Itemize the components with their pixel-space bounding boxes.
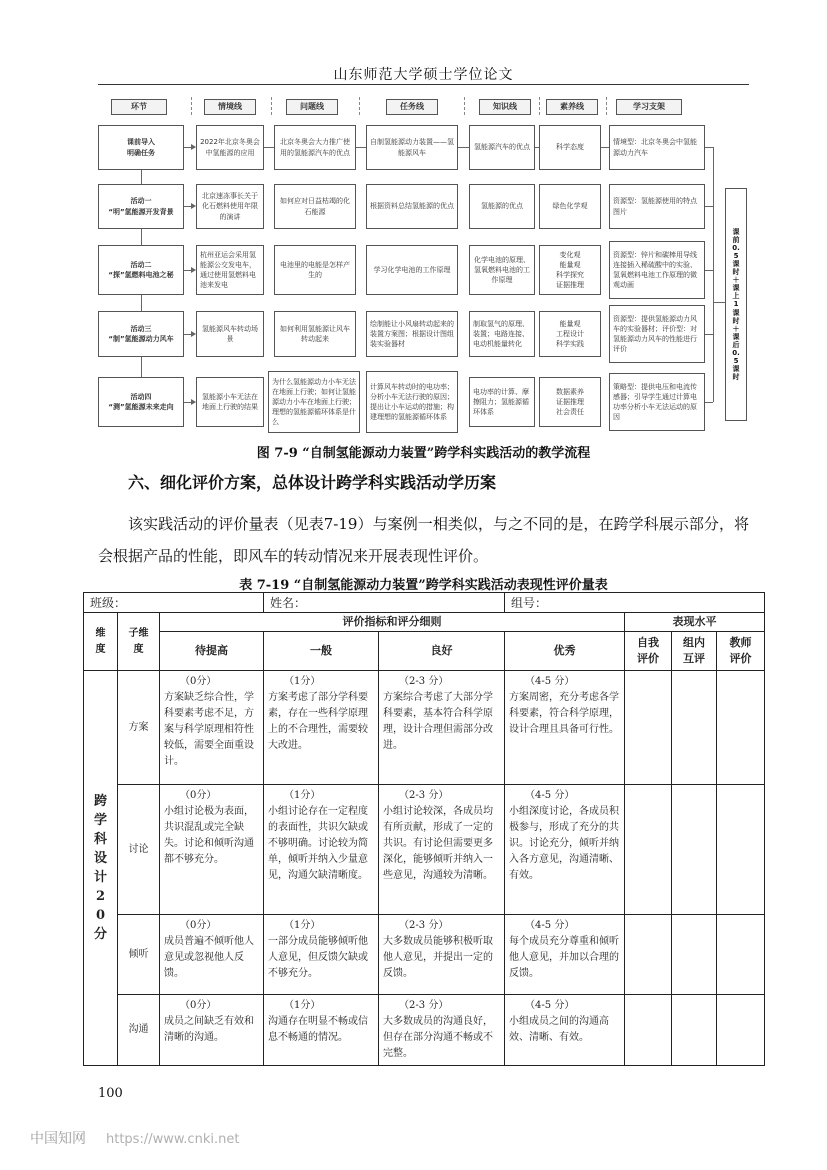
score-label: （1分） <box>284 790 321 801</box>
class-field: 班级： <box>84 593 264 613</box>
criteria-text: 一部分成员能够倾听他人意见，但反馈欠缺或不够充分。 <box>268 936 369 979</box>
score-label: （4-5 分） <box>525 790 575 801</box>
criteria-text: 小组讨论较深，各成员均有所贡献，形成了一定的共识。有讨论但需要更多深化，能够倾听并纳入一些意见，沟通较为清晰。 <box>383 806 494 881</box>
score-label: （0分） <box>180 1000 217 1011</box>
subdimension-cell: 讨论 <box>118 785 160 915</box>
criteria-text: 大多数成员的沟通良好，但存在部分沟通不畅或不完整。 <box>383 1016 494 1059</box>
criteria-cell <box>160 995 264 1066</box>
flow-time-box <box>725 188 747 421</box>
score-label: （0分） <box>180 676 217 687</box>
flow-divider <box>464 97 465 115</box>
score-label: （4-5 分） <box>525 920 575 931</box>
table-info-row <box>84 593 765 613</box>
level-excellent: 优秀 <box>505 632 625 671</box>
flow-stage-3: 活动三 “制”氢能源动力风车 <box>98 311 184 357</box>
criteria-text: 小组讨论极为表面，共识混乱或完全缺失。讨论和倾听沟通都不够充分。 <box>164 806 254 865</box>
self-score-cell[interactable] <box>625 995 672 1066</box>
subdimension-cell: 方案 <box>118 671 160 785</box>
level-header: 表现水平 <box>625 613 765 632</box>
flow-stage-0: 课前导入 明确任务 <box>98 125 184 170</box>
flow-knowledge-0: 氢能源汽车的优点 <box>469 125 535 170</box>
flow-stage-4: 活动四 “测”氢能源未来走向 <box>98 377 184 427</box>
flow-connector <box>264 147 274 148</box>
criteria-cell <box>505 671 625 785</box>
criteria-text: 小组深度讨论，各成员积极参与，形成了充分的共识。讨论充分，倾听并纳入各方意见，沟通清晰、有效。 <box>509 806 620 881</box>
flow-connector <box>705 206 713 207</box>
self-score-cell[interactable] <box>625 915 672 995</box>
flow-stage-1: 活动一 “明”氢能源开发背景 <box>98 184 184 229</box>
score-label: （2-3 分） <box>399 676 449 687</box>
watermark <box>30 1128 239 1148</box>
flow-divider <box>359 97 360 115</box>
flow-problem-3: 如何利用氢能源让风车转动起来 <box>274 311 356 357</box>
criteria-cell <box>505 995 625 1066</box>
rater-teacher <box>717 632 765 671</box>
flow-support-0: 情境型：北京冬奥会中氢能源动力汽车 <box>609 125 705 170</box>
flow-connector <box>458 147 469 148</box>
page-header: 山东师范大学硕士学位论文 <box>333 67 514 83</box>
criteria-text: 方案缺乏综合性，学科要素考虑不足，方案与科学原理相符性较低，需要全面重设计。 <box>164 692 254 767</box>
score-label: （1分） <box>284 920 321 931</box>
teacher-score-cell[interactable] <box>717 785 765 915</box>
flow-connector <box>705 402 713 403</box>
criteria-text: 成员普遍不倾听他人意见或忽视他人反馈。 <box>164 936 254 979</box>
criteria-header: 评价指标和评分细则 <box>160 613 625 632</box>
self-score-cell[interactable] <box>625 671 672 785</box>
teacher-score-cell[interactable] <box>717 995 765 1066</box>
flow-header-stage: 环节 <box>111 99 167 115</box>
flow-header-literacy: 素养线 <box>546 99 598 115</box>
peer-score-cell[interactable] <box>672 915 717 995</box>
flow-task-4: 计算风车转动时的电功率；分析小车无法行驶的原因；提出让小车运动的措施；构建理想的氢能源循环体系 <box>366 371 458 433</box>
flow-support-4: 策略型：提供电压和电流传感器；引导学生通过计算电功率分析小车无法运动的原因 <box>609 373 705 431</box>
flow-problem-4: 为什么氢能源动力小车无法在地面上行驶；如何让氢能源动力小车在地面上行驶；理想的氢能源循环体系是什么 <box>268 371 360 433</box>
rater-self <box>625 632 672 671</box>
table-row <box>84 671 765 785</box>
self-score-cell[interactable] <box>625 785 672 915</box>
flow-problem-1: 如何应对日益枯竭的化石能源 <box>274 184 356 229</box>
criteria-cell <box>379 915 505 995</box>
criteria-cell <box>264 671 379 785</box>
flow-arrow <box>184 402 195 403</box>
flow-knowledge-3: 制取氢气的原理、装置；电路连接、电动机能量转化 <box>469 311 535 357</box>
rater-peer <box>672 632 717 671</box>
flow-problem-0: 北京冬奥会大力推广使用的氢能源汽车的优点 <box>274 125 356 170</box>
criteria-cell <box>505 915 625 995</box>
flow-connector <box>713 302 725 303</box>
flow-task-3: 绘制能让小风扇转动起来的装置方案图；根据设计图组装实验器材 <box>366 311 458 357</box>
flow-literacy-2: 变化观 能量观 科学探究 证据推理 <box>539 245 601 295</box>
score-label: （0分） <box>180 790 217 801</box>
criteria-text: 沟通存在明显不畅或信息不畅通的情况。 <box>268 1016 369 1043</box>
group-field: 组号： <box>505 593 765 613</box>
flow-divider <box>271 97 272 115</box>
flow-support-3: 资源型：提供氢能源动力风车的实验器材；评价型：对氢能源动力风车的性能进行评价 <box>609 305 705 363</box>
flow-divider <box>606 97 607 115</box>
criteria-text: 大多数成员能够积极听取他人意见，并提出一定的反馈。 <box>383 936 494 979</box>
flow-knowledge-2: 化学电池的原理、氢氧燃料电池的工作原理 <box>469 245 535 295</box>
peer-score-cell[interactable] <box>672 671 717 785</box>
flow-connector <box>141 170 142 184</box>
flow-knowledge-4: 电功率的计算、摩擦阻力；氢能源循环体系 <box>469 377 535 427</box>
flow-support-2: 资源型：锌片和碳棒用导线连接插入稀硫酸中的实验、氢氧燃料电池工作原理的微观动画 <box>609 241 705 299</box>
flow-stage-2: 活动二 “探”氢燃料电池之秘 <box>98 245 184 295</box>
score-label: （2-3 分） <box>399 920 449 931</box>
flow-header-task: 任务线 <box>386 99 438 115</box>
flow-scene-0: 2022年北京冬奥会中氢能源的应用 <box>196 125 264 170</box>
level-good: 良好 <box>379 632 505 671</box>
dimension-header <box>84 613 118 671</box>
criteria-cell <box>160 915 264 995</box>
peer-score-cell[interactable] <box>672 995 717 1066</box>
watermark-url: https://www.cnki.net <box>106 1132 240 1147</box>
criteria-text: 方案周密，充分考虑各学科要素，符合科学原理，设计合理且具备可行性。 <box>509 692 620 735</box>
criteria-cell <box>379 995 505 1066</box>
criteria-cell <box>264 995 379 1066</box>
criteria-cell <box>264 785 379 915</box>
rater-teacher-text: 教师评价 <box>729 636 752 665</box>
rater-self-text: 自我评价 <box>637 636 660 665</box>
criteria-cell <box>379 671 505 785</box>
flow-connector <box>705 270 713 271</box>
level-needs-improvement: 待提高 <box>160 632 264 671</box>
flow-connector <box>705 147 713 148</box>
name-field: 姓名： <box>264 593 505 613</box>
score-label: （2-3 分） <box>399 790 449 801</box>
flow-literacy-0: 科学态度 <box>539 125 601 170</box>
flow-header-support: 学习支架 <box>616 99 682 115</box>
table-row <box>84 785 765 915</box>
flow-literacy-3: 能量观 工程设计 科学实践 <box>539 311 601 357</box>
flow-time-label: 课前0.5课时＋课上1课时＋课后0.5课时 <box>732 228 740 381</box>
flow-connector <box>141 295 142 311</box>
flow-knowledge-1: 氢能源的优点 <box>469 184 535 229</box>
criteria-cell <box>505 785 625 915</box>
flow-header-problem: 问题线 <box>286 99 338 115</box>
table-title: 表 7-19 “自制氢能源动力装置”跨学科实践活动表现性评价量表 <box>239 578 608 593</box>
flow-arrow <box>184 147 195 148</box>
criteria-text: 方案综合考虑了大部分学科要素，基本符合科学原理，设计合理但需部分改进。 <box>383 692 494 751</box>
table-row <box>84 995 765 1066</box>
evaluation-table <box>83 592 765 1066</box>
flow-connector <box>705 334 713 335</box>
subdimension-cell: 倾听 <box>118 915 160 995</box>
flow-header-knowledge: 知识线 <box>479 99 531 115</box>
watermark-brand: 中国知网 <box>30 1131 86 1147</box>
criteria-cell <box>160 671 264 785</box>
page-number: 100 <box>98 1086 123 1101</box>
level-fair: 一般 <box>264 632 379 671</box>
dimension-text: 跨学科设计20分 <box>93 794 107 942</box>
flow-connector <box>141 357 142 377</box>
rater-peer-text: 组内互评 <box>683 636 706 665</box>
score-label: （0分） <box>180 920 217 931</box>
flow-scene-1: 北京速冻事长关于化石燃料使用年限的演讲 <box>196 184 264 229</box>
score-label: （1分） <box>284 676 321 687</box>
flow-arrow <box>184 206 195 207</box>
figure-caption: 图 7-9 “自制氢能源动力装置”跨学科实践活动的教学流程 <box>256 446 591 461</box>
dimension-cell <box>84 671 118 1066</box>
peer-score-cell[interactable] <box>672 785 717 915</box>
table-subheader-row <box>84 632 765 671</box>
teacher-score-cell[interactable] <box>717 671 765 785</box>
table-header-row <box>84 613 765 632</box>
criteria-cell <box>379 785 505 915</box>
flow-divider <box>539 97 540 115</box>
table-row <box>84 915 765 995</box>
score-label: （4-5 分） <box>525 676 575 687</box>
section-title: 六、细化评价方案，总体设计跨学科实践活动学历案 <box>128 473 497 492</box>
flow-header-scene: 情境线 <box>204 99 256 115</box>
flow-task-0: 自制氢能源动力装置——氢能源风车 <box>366 125 458 170</box>
criteria-cell <box>264 915 379 995</box>
flow-literacy-4: 数据素养 证据推理 社会责任 <box>539 377 601 427</box>
flow-scene-4: 氢能源小车无法在地面上行驶的结果 <box>196 377 264 427</box>
score-label: （1分） <box>284 1000 321 1011</box>
teacher-score-cell[interactable] <box>717 915 765 995</box>
header-rule <box>98 84 749 85</box>
flow-connector <box>535 147 539 148</box>
flow-scene-3: 氢能源风车转动场景 <box>196 311 264 357</box>
flow-arrow <box>184 334 195 335</box>
flow-divider <box>191 97 192 115</box>
score-label: （4-5 分） <box>525 1000 575 1011</box>
flow-arrow <box>184 270 195 271</box>
flow-literacy-1: 绿色化学观 <box>539 184 601 229</box>
flow-task-2: 学习化学电池的工作原理 <box>366 245 458 295</box>
criteria-text: 小组讨论存在一定程度的表面性，共识欠缺或不够明确。讨论较为简单，倾听并纳入少量意见，沟通欠缺清晰度。 <box>268 806 369 881</box>
criteria-text: 方案考虑了部分学科要素，存在一些科学原理上的不合理性，需要较大改进。 <box>268 692 369 751</box>
subdimension-cell: 沟通 <box>118 995 160 1066</box>
flow-scene-2: 杭州亚运会采用氢能源公交发电车，通过使用氢燃料电池来发电 <box>196 245 264 295</box>
flow-brace <box>713 147 714 402</box>
flow-support-1: 资源型：氢能源使用的特点图片 <box>609 184 705 229</box>
body-paragraph: 该实践活动的评价量表（见表7-19）与案例一相类似，与之不同的是，在跨学科展示部分，将会根据产品的性能，即风车的转动情况来开展表现性评价。 <box>98 515 749 565</box>
flow-task-1: 根据资料总结氢能源的优点 <box>366 184 458 229</box>
flow-connector <box>601 147 609 148</box>
flow-connector <box>141 229 142 245</box>
criteria-text: 每个成员充分尊重和倾听他人意见，并加以合理的反馈。 <box>509 936 620 979</box>
criteria-text: 小组成员之间的沟通高效、清晰、有效。 <box>509 1016 610 1043</box>
dimension-header-text: 维度 <box>95 627 106 655</box>
teaching-flowchart <box>96 97 746 433</box>
score-label: （2-3 分） <box>399 1000 449 1011</box>
subdimension-header <box>118 613 160 671</box>
flow-connector <box>356 147 366 148</box>
flow-problem-2: 电池里的电能是怎样产生的 <box>274 245 356 295</box>
criteria-text: 成员之间缺乏有效和清晰的沟通。 <box>164 1016 254 1043</box>
subdimension-header-text: 子维度 <box>128 627 149 655</box>
criteria-cell <box>160 785 264 915</box>
